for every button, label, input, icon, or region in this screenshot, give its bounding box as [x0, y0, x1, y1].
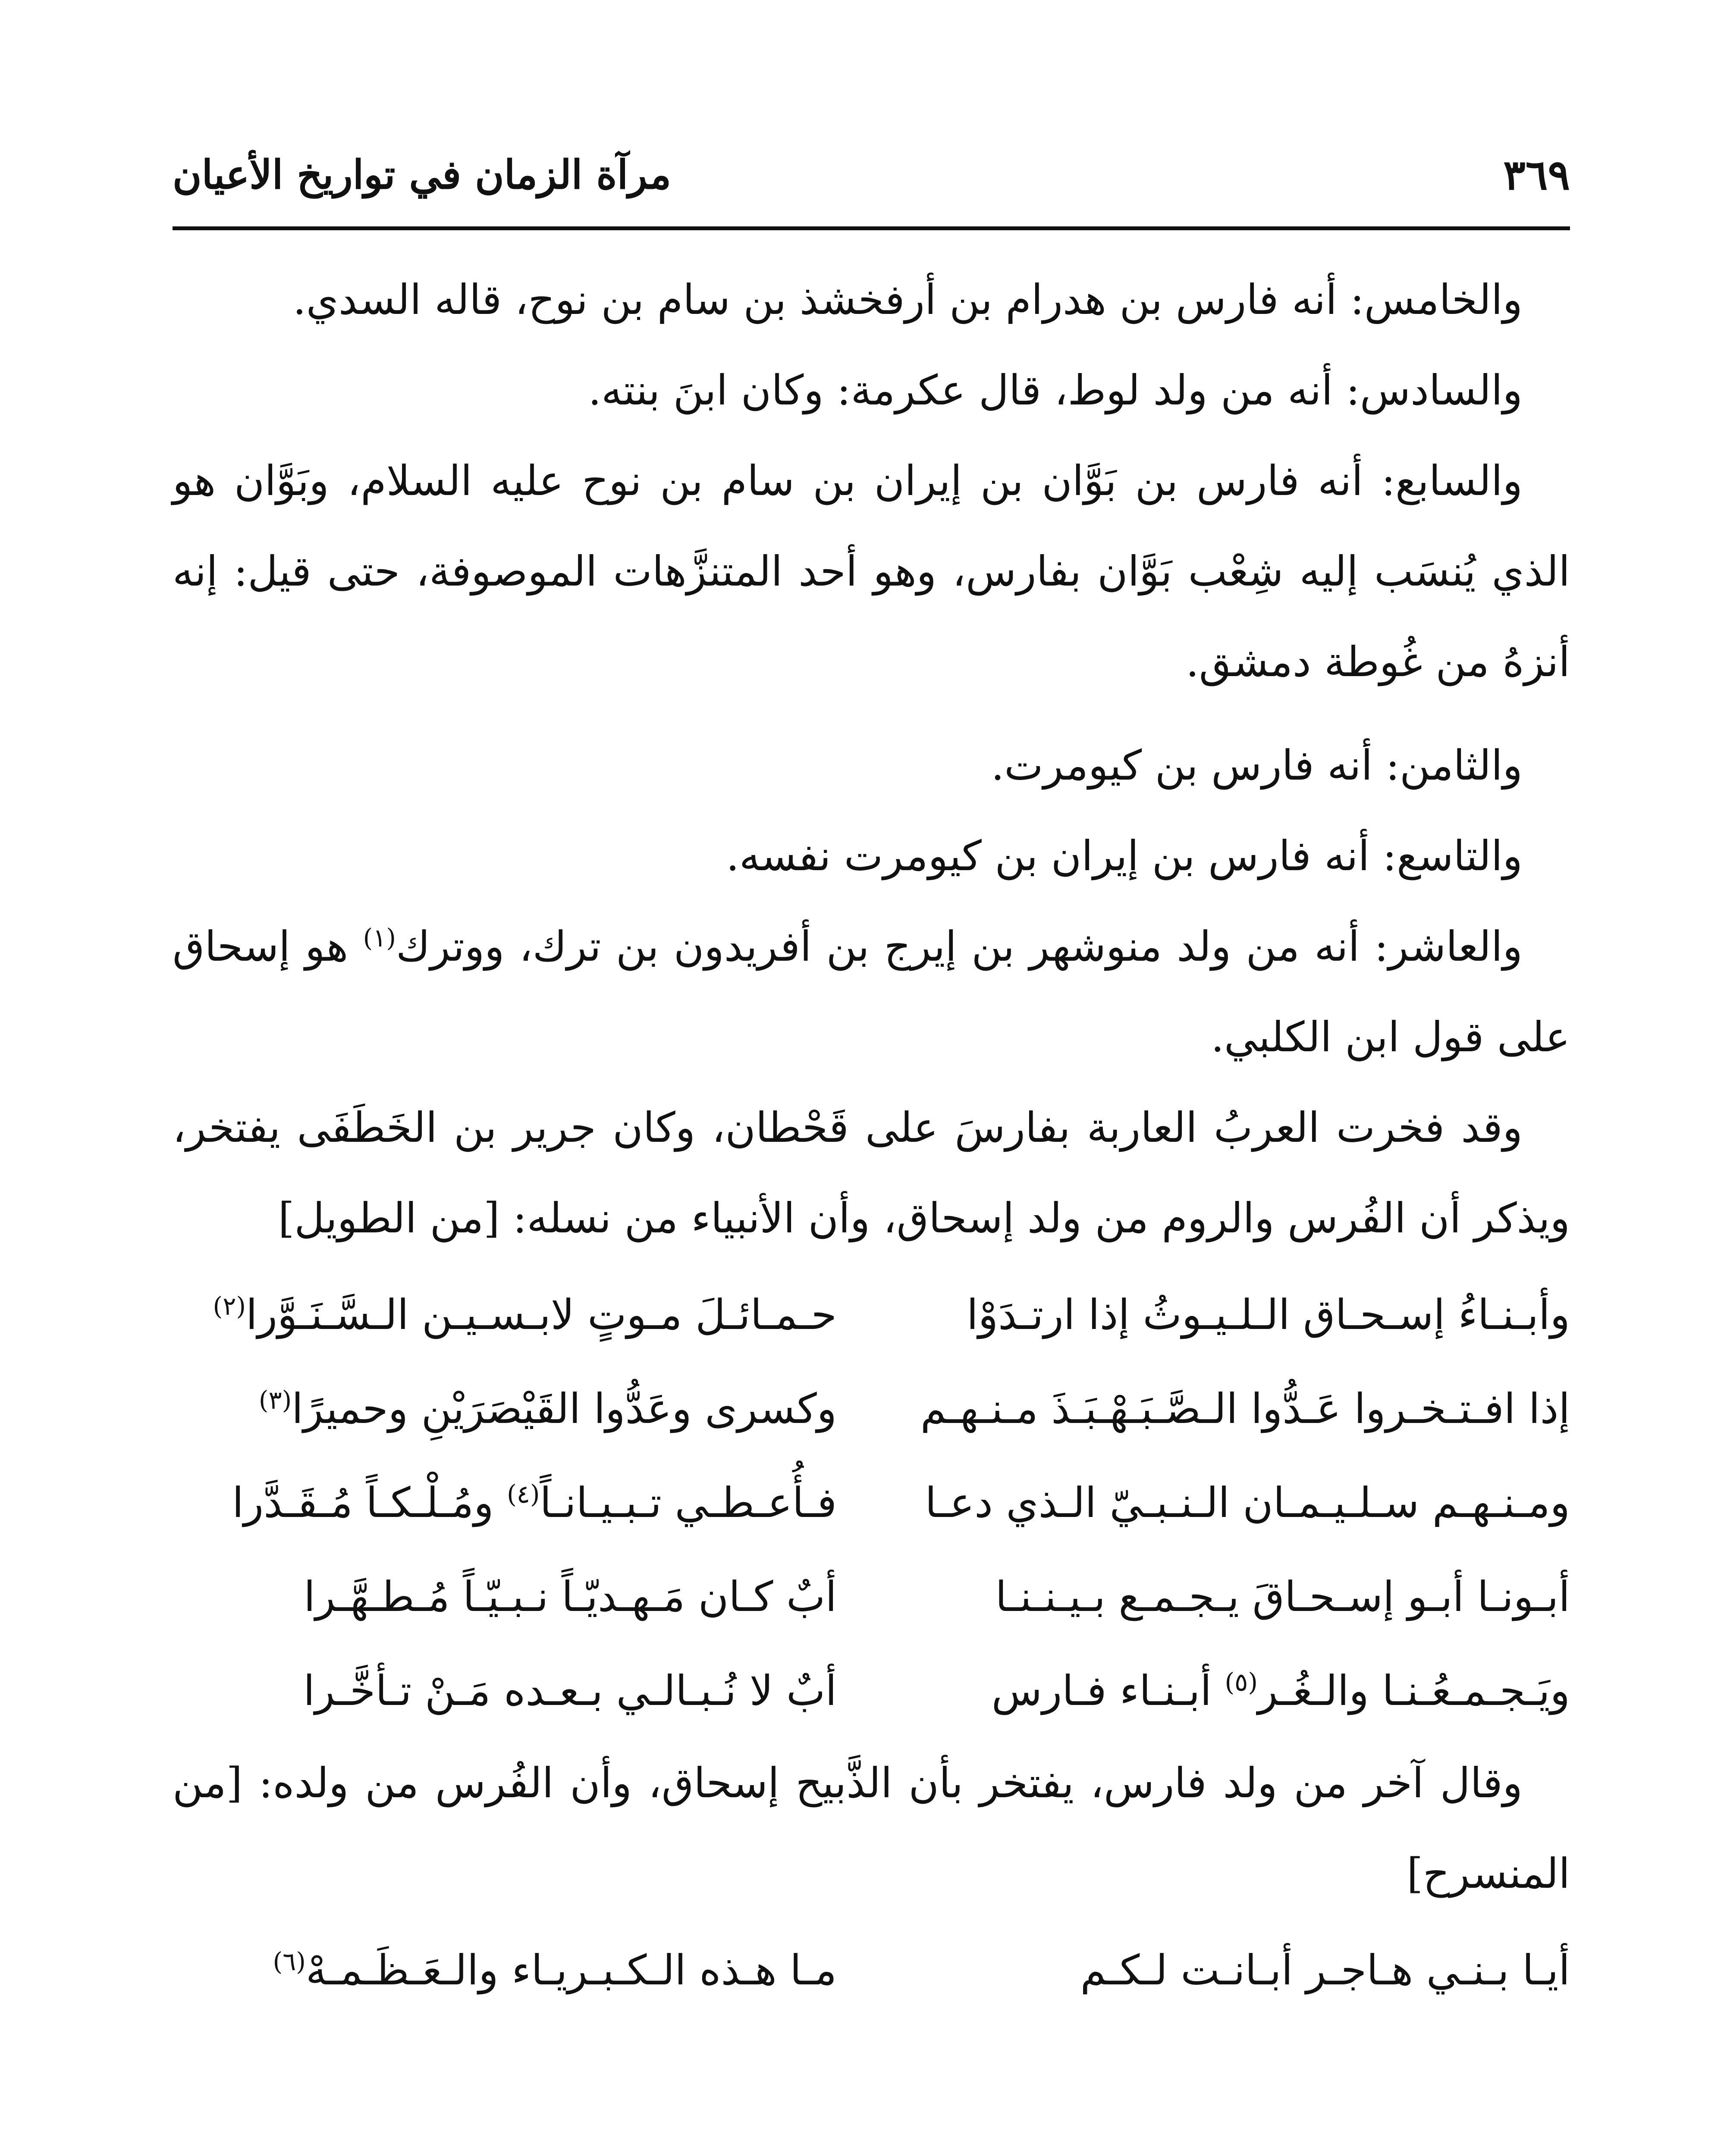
- book-title: مرآة الزمان في تواريخ الأعيان: [173, 151, 672, 198]
- verse-second-hemistich: [173, 1362, 837, 1456]
- verse-second-hemistich: أبٌ لا نُـبـالـي بـعـده مَـنْ تـأخَّـرا: [303, 1667, 837, 1715]
- verse-first-hemistich: أبـونـا أبـو إسـحـاقَ يـجـمـع بـيـنـنـا: [995, 1573, 1570, 1621]
- hemistich-text-end: ومُـلْـكـاً مُـقَـدَّرا: [232, 1479, 507, 1527]
- footnote-marker: (٣): [258, 1385, 292, 1415]
- main-text: [173, 254, 1570, 2017]
- verse-first-hemistich: أيـا بـنـي هـاجـر أبـانـت لـكـم: [1080, 1946, 1570, 1994]
- paragraph-sixth: والسادس: أنه من ولد لوط، قال عكرمة: وكان ابنَ بنته.: [588, 366, 1523, 414]
- paragraph-tenth-text-end: هو إسحاق على قول ابن الكلبي.: [173, 922, 1570, 1061]
- hemistich-text: مـا هـذه الـكـبـريـاء والـعَـظَـمـهْ: [305, 1946, 837, 1994]
- hemistich-text: وكسرى وعَدُّوا القَيْصَرَيْنِ وحميرًا: [292, 1385, 837, 1433]
- paragraph-ninth: والتاسع: أنه فارس بن إيران بن كيومرت نفسه.: [726, 832, 1523, 880]
- footnote-marker: (٤): [507, 1479, 540, 1509]
- verse-first-hemistich: [906, 1644, 1570, 1738]
- verse-line: [173, 1923, 1570, 2017]
- hemistich-text: ويَـجـمـعُـنـا والـغُـر: [1257, 1667, 1570, 1715]
- paragraph-tenth-text: والعاشر: أنه من ولد منوشهر بن إيرج بن أفريدون بن ترك، ووترك: [396, 922, 1523, 971]
- paragraph-boast: وقد فخرت العربُ العاربة بفارسَ على قَحْطان، وكان جرير بن الخَطَفَى يفتخر، ويذكر أن الفُرس والروم من ولد إسحاق، وأن الأنبياء من نسله: [من الطويل]: [173, 1103, 1570, 1242]
- hemistich-text-end: أبـنـاء فـارس: [991, 1667, 1225, 1715]
- poem-tawil: [173, 1268, 1570, 1738]
- paragraph-tenth: [173, 901, 1570, 1082]
- verse-second-hemistich: [173, 1923, 837, 2017]
- verse-line: [173, 1268, 1570, 1362]
- verse-second-hemistich: [173, 1456, 837, 1550]
- poem-munsarih: [173, 1923, 1570, 2017]
- hemistich-text: حـمـائـلَ مـوتٍ لابـسـيـن الـسَّـنَـوَّرا: [245, 1291, 837, 1339]
- verse-line: [173, 1644, 1570, 1738]
- verse-second-hemistich: [173, 1268, 837, 1362]
- footnote-marker: (٦): [273, 1947, 306, 1976]
- footnote-marker: (١): [363, 923, 396, 953]
- page-number: ٣٦٩: [1503, 150, 1570, 199]
- hemistich-text: فـأُعـطـي تـبـيـانـاً: [540, 1479, 837, 1527]
- paragraph-fifth: والخامس: أنه فارس بن هدرام بن أرفخشذ بن سام بن نوح، قاله السدي.: [293, 276, 1523, 324]
- running-header: [173, 142, 1570, 207]
- verse-line: [173, 1362, 1570, 1456]
- verse-second-hemistich: أبٌ كـان مَـهـديّـاً نـبـيّـاً مُـطـهَّـرا: [304, 1573, 837, 1621]
- verse-first-hemistich: وأبـنـاءُ إسـحـاق الـلـيـوثُ إذا ارتـدَوْا: [967, 1291, 1570, 1339]
- verse-first-hemistich: ومـنـهـم سـلـيـمـان الـنـبـيّ الـذي دعـا: [925, 1479, 1570, 1527]
- footnote-marker: (٢): [213, 1291, 246, 1321]
- header-rule: [173, 226, 1570, 230]
- verse-line: [173, 1456, 1570, 1550]
- paragraph-eighth: والثامن: أنه فارس بن كيومرت.: [991, 741, 1523, 790]
- footnote-marker: (٥): [1225, 1667, 1258, 1697]
- paragraph-seventh: والسابع: أنه فارس بن بَوَّان بن إيران بن سام بن نوح عليه السلام، وبَوَّان هو الذي يُنسَب إليه شِعْب بَوَّان بفارس، وهو أحد المتنزَّهات الموصوفة، حتى قيل: إنه أنزهُ من غُوطة دمشق.: [173, 457, 1570, 686]
- verse-first-hemistich: إذا افـتـخـروا عَـدُّوا الـصَّـبَـهْـبَـذَ مـنـهـم: [920, 1385, 1570, 1433]
- verse-line: [173, 1550, 1570, 1644]
- paragraph-sacrifice: وقال آخر من ولد فارس، يفتخر بأن الذَّبيح إسحاق، وأن الفُرس من ولده: [من المنسرح]: [173, 1759, 1570, 1898]
